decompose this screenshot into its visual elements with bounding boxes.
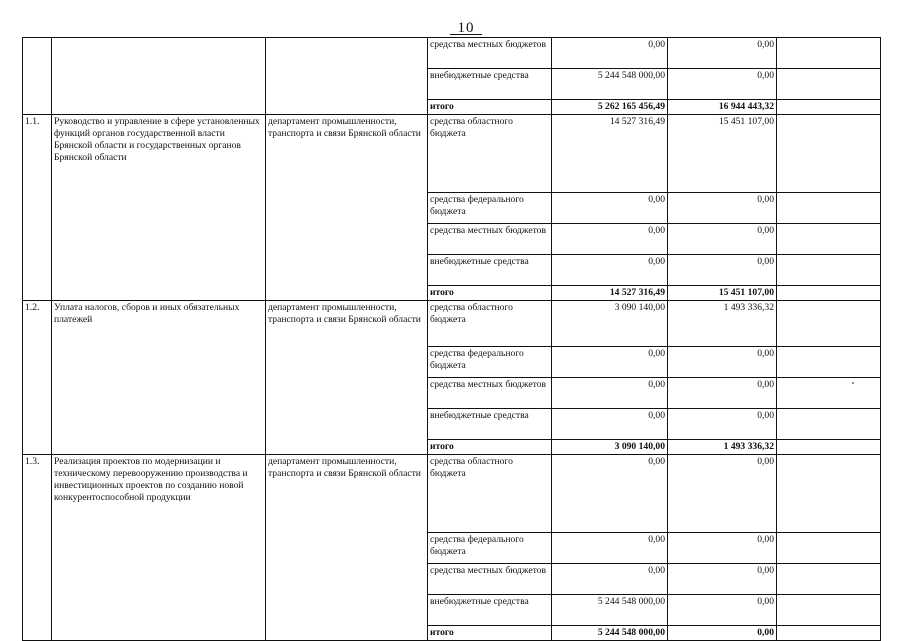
empty-cell	[777, 533, 881, 564]
item-executor: департамент промышленности, транспорта и связи Брянской области	[266, 115, 428, 301]
empty-cell	[777, 115, 881, 193]
funding-source: итого	[428, 440, 552, 455]
amount-2023: 0,00	[668, 193, 777, 224]
empty-cell	[777, 409, 881, 440]
item-name: Уплата налогов, сборов и иных обязательных платежей	[52, 301, 266, 455]
amount-2023: 15 451 107,00	[668, 115, 777, 193]
empty-cell	[777, 595, 881, 626]
amount-2022: 3 090 140,00	[552, 301, 668, 347]
empty-cell	[777, 224, 881, 255]
funding-source: средства областного бюджета	[428, 115, 552, 193]
empty-cell	[777, 301, 881, 347]
item-number: 1.2.	[23, 301, 52, 455]
amount-2022: 0,00	[552, 224, 668, 255]
empty-cell	[777, 69, 881, 100]
amount-2023: 16 944 443,32	[668, 100, 777, 115]
amount-2022: 0,00	[552, 378, 668, 409]
item-number-cell	[23, 38, 52, 115]
item-executor: департамент промышленности, транспорта и связи Брянской области	[266, 301, 428, 455]
item-name: Реализация проектов по модернизации и техническому перевооружению производства и инвестиционных проектов по созданию новой конкурентоспособной продукции	[52, 455, 266, 641]
funding-source: средства местных бюджетов	[428, 224, 552, 255]
funding-source: итого	[428, 626, 552, 641]
amount-2022: 0,00	[552, 564, 668, 595]
empty-cell	[777, 626, 881, 641]
empty-cell	[777, 564, 881, 595]
item-executor-cell	[266, 38, 428, 115]
amount-2023: 1 493 336,32	[668, 301, 777, 347]
amount-2023: 0,00	[668, 564, 777, 595]
amount-2023: 0,00	[668, 626, 777, 641]
empty-cell	[777, 255, 881, 286]
amount-2023: 0,00	[668, 69, 777, 100]
funding-source: средства областного бюджета	[428, 455, 552, 533]
amount-2023: 1 493 336,32	[668, 440, 777, 455]
funding-source: внебюджетные средства	[428, 409, 552, 440]
amount-2022: 0,00	[552, 193, 668, 224]
funding-source: внебюджетные средства	[428, 595, 552, 626]
amount-2022: 5 262 165 456,49	[552, 100, 668, 115]
amount-2023: 0,00	[668, 38, 777, 69]
funding-source: внебюджетные средства	[428, 69, 552, 100]
amount-2022: 3 090 140,00	[552, 440, 668, 455]
funding-source: итого	[428, 286, 552, 301]
amount-2023: 0,00	[668, 409, 777, 440]
page-number: 10	[454, 20, 478, 36]
funding-source: средства федерального бюджета	[428, 347, 552, 378]
empty-cell	[777, 378, 881, 409]
item-name-cell	[52, 38, 266, 115]
funding-source: средства местных бюджетов	[428, 564, 552, 595]
amount-2023: 0,00	[668, 378, 777, 409]
amount-2022: 0,00	[552, 409, 668, 440]
amount-2022: 0,00	[552, 455, 668, 533]
funding-source: средства местных бюджетов	[428, 38, 552, 69]
table-row	[23, 115, 881, 193]
item-number: 1.1.	[23, 115, 52, 301]
table-row	[23, 301, 881, 347]
funding-source: итого	[428, 100, 552, 115]
item-number: 1.3.	[23, 455, 52, 641]
amount-2022: 14 527 316,49	[552, 115, 668, 193]
amount-2022: 0,00	[552, 533, 668, 564]
amount-2022: 14 527 316,49	[552, 286, 668, 301]
funding-source: средства федерального бюджета	[428, 533, 552, 564]
funding-source: средства федерального бюджета	[428, 193, 552, 224]
amount-2022: 5 244 548 000,00	[552, 595, 668, 626]
amount-2023: 0,00	[668, 455, 777, 533]
table-row	[23, 455, 881, 533]
empty-cell	[777, 100, 881, 115]
amount-2022: 0,00	[552, 38, 668, 69]
amount-2022: 0,00	[552, 255, 668, 286]
funding-source: средства областного бюджета	[428, 301, 552, 347]
amount-2023: 0,00	[668, 255, 777, 286]
amount-2023: 0,00	[668, 347, 777, 378]
empty-cell	[777, 440, 881, 455]
funding-source: внебюджетные средства	[428, 255, 552, 286]
empty-cell	[777, 193, 881, 224]
amount-2023: 0,00	[668, 595, 777, 626]
amount-2022: 5 244 548 000,00	[552, 626, 668, 641]
amount-2023: 15 451 107,00	[668, 286, 777, 301]
amount-2023: 0,00	[668, 224, 777, 255]
empty-cell	[777, 286, 881, 301]
item-name: Руководство и управление в сфере установленных функций органов государственной власти Брянской области и государственных органов Брянской области	[52, 115, 266, 301]
empty-cell	[777, 455, 881, 533]
empty-cell	[777, 347, 881, 378]
funding-source: средства местных бюджетов	[428, 378, 552, 409]
amount-2022: 5 244 548 000,00	[552, 69, 668, 100]
scan-speck	[852, 382, 854, 384]
amount-2022: 0,00	[552, 347, 668, 378]
item-executor: департамент промышленности, транспорта и связи Брянской области	[266, 455, 428, 641]
table-row	[23, 38, 881, 69]
empty-cell	[777, 38, 881, 69]
amount-2023: 0,00	[668, 533, 777, 564]
budget-table	[22, 37, 881, 641]
